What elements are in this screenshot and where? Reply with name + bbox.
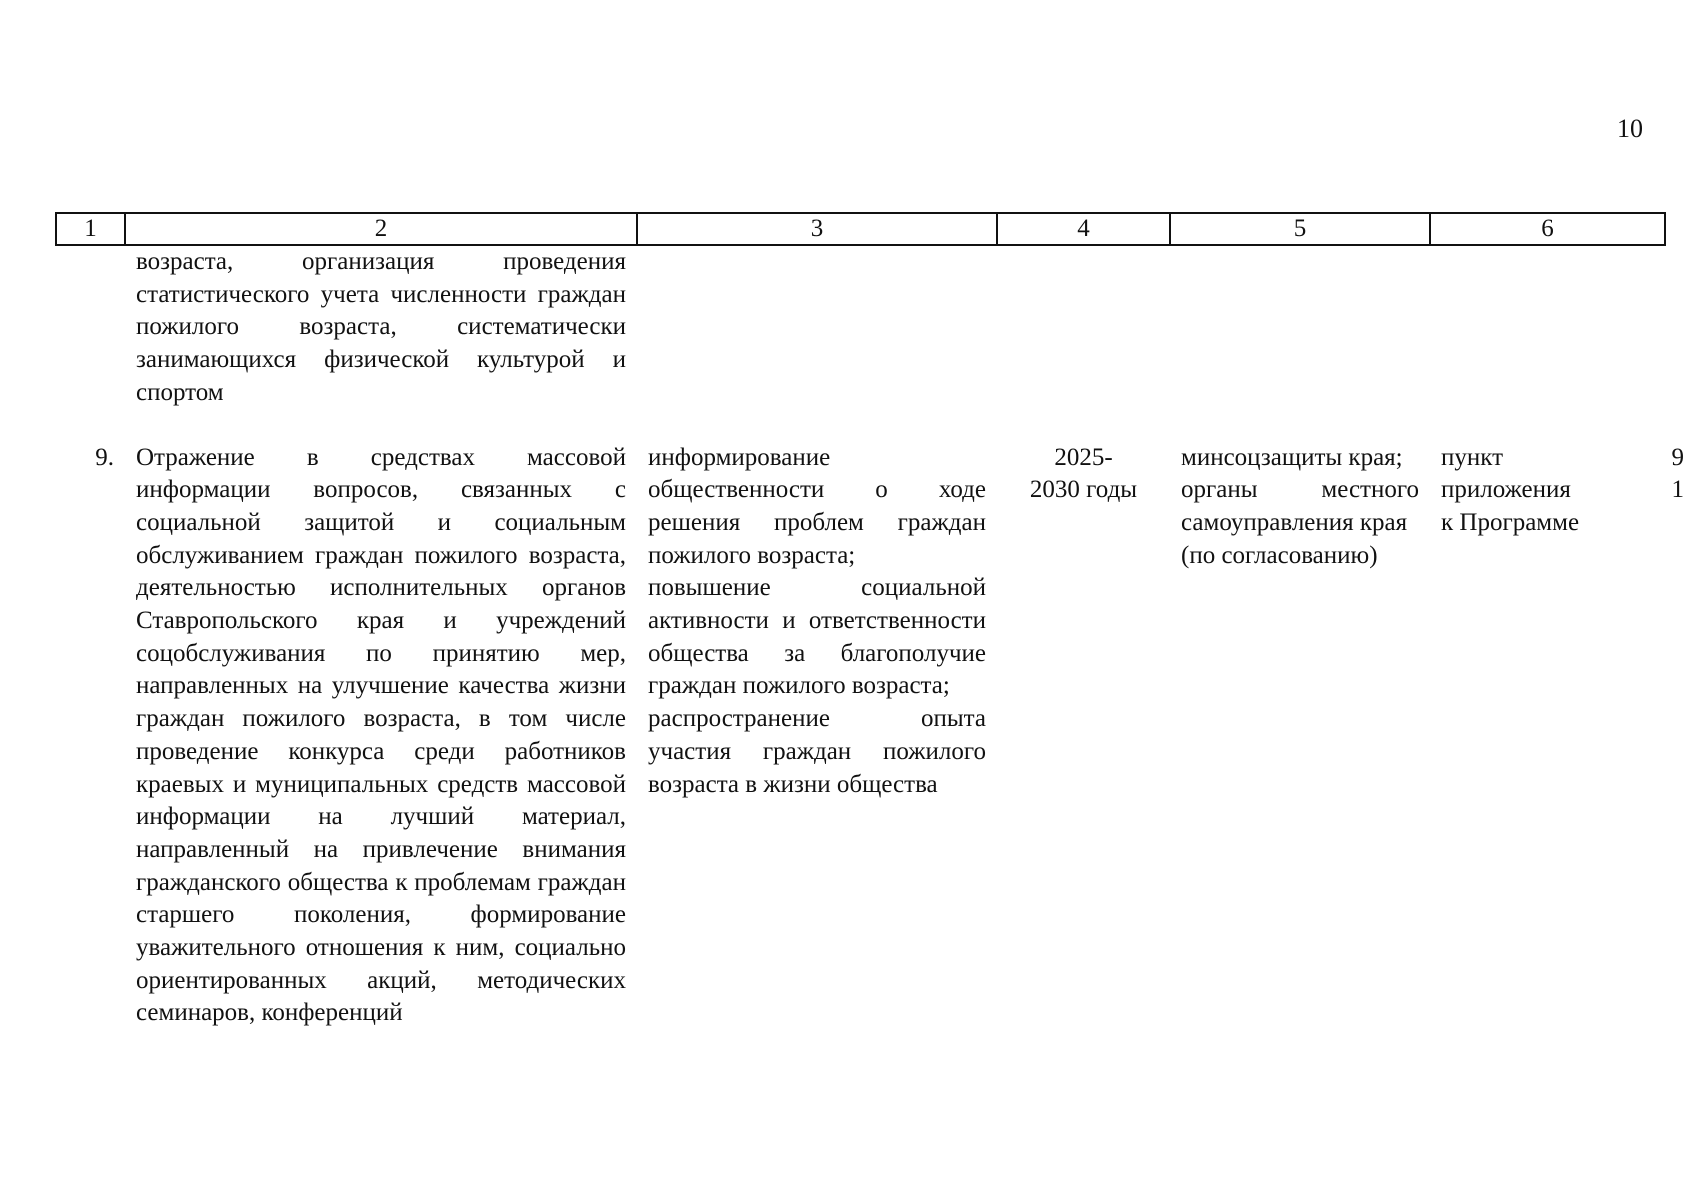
activities-table	[55, 212, 1684, 1030]
table-row-9	[56, 440, 1665, 1031]
row-number: 9.	[95, 443, 114, 471]
result-line-2: повышение социальной активности и ответственности общества за благополучие граждан пожилого возраста;	[648, 574, 986, 700]
reference-tail-1: 9	[1671, 443, 1684, 471]
executor-line-1: минсоцзащиты края;	[1181, 443, 1403, 471]
continued-measure-text: возраста, организация проведения статистического учета численности граждан пожилого возраста, систематически занимающихся физической культурой и спортом	[136, 248, 626, 406]
period-cell	[997, 440, 1170, 1031]
measure-description: Отражение в средствах массовой информации вопросов, связанных с социальной защитой и социальным обслуживанием граждан пожилого возраста, деятельностью исполнительных органов Ставропольского края и учреждений соцобслуживания по принятию мер, направленных на улучшение качества жизни граждан пожилого возраста, в том числе проведение конкурса среди работников краевых и муниципальных средств массовой информации на лучший материал, направленный на привлечение внимания гражданского общества к проблемам граждан старшего поколения, формирование уважительного отношения к ним, социально ориентированных акций, методических семинаров, конференций	[136, 443, 626, 1027]
column-header-3: 3	[637, 213, 997, 245]
reference-line-2: приложения	[1441, 476, 1571, 504]
column-header-1: 1	[56, 213, 125, 245]
column-header-5: 5	[1170, 213, 1430, 245]
column-header-6: 6	[1430, 213, 1665, 245]
result-line-3: распространение опыта участия граждан пожилого возраста в жизни общества	[648, 705, 986, 798]
result-line-1: информирование общественности о ходе решения проблем граждан пожилого возраста;	[648, 443, 986, 569]
executor-line-2: органы местного самоуправления края	[1181, 476, 1419, 536]
reference-cell	[1430, 440, 1684, 1031]
column-header-4: 4	[997, 213, 1170, 245]
executors-cell	[1170, 440, 1430, 1031]
expected-results-cell	[637, 440, 997, 1031]
period-start: 2025-	[1054, 443, 1113, 471]
page-number: 10	[1617, 114, 1643, 143]
continued-number-cell	[56, 245, 125, 440]
reference-line-2-wrap	[1441, 474, 1684, 507]
period-end: 2030 годы	[1029, 476, 1138, 504]
executor-line-3: (по согласованию)	[1181, 541, 1378, 569]
reference-tail-2: 1	[1671, 476, 1684, 504]
reference-line-1-wrap	[1441, 442, 1684, 475]
reference-line-1: пункт	[1441, 443, 1503, 471]
column-number-header-row	[56, 213, 1665, 245]
reference-line-3: к Программе	[1441, 508, 1580, 536]
column-header-2: 2	[125, 213, 637, 245]
continued-row	[56, 245, 1665, 440]
